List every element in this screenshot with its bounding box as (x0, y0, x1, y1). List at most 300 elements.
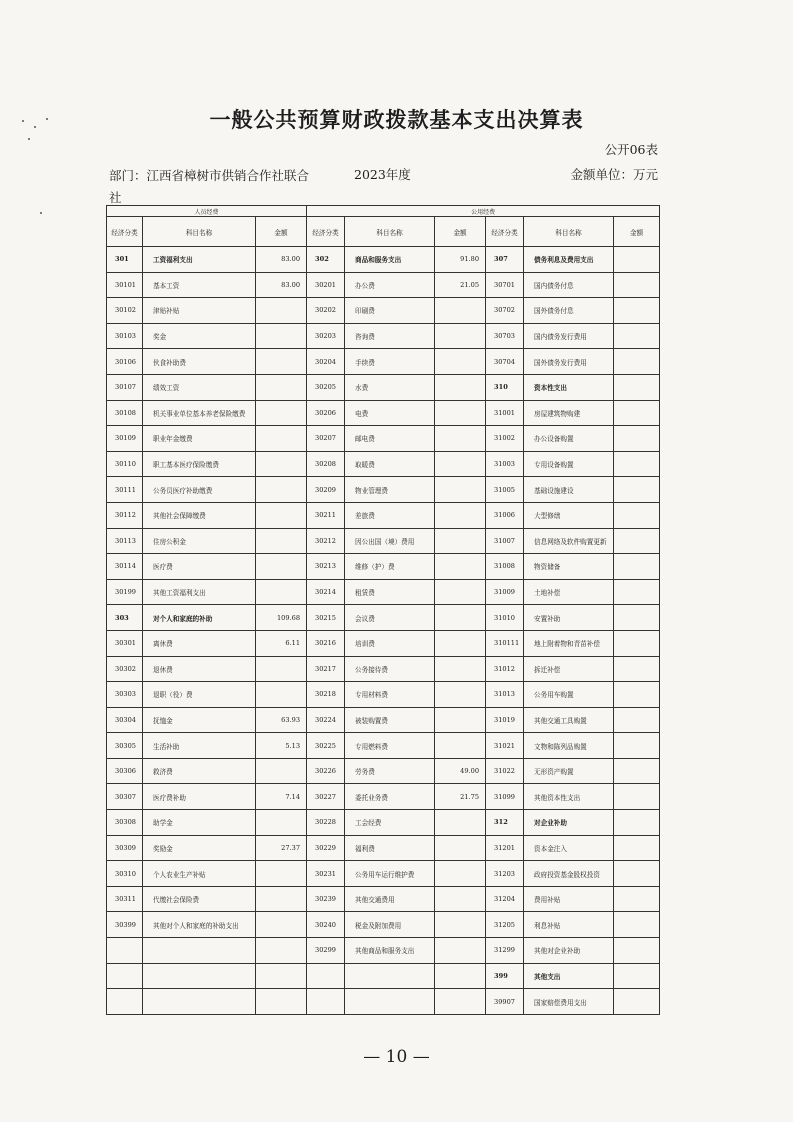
row-amount (614, 554, 660, 580)
row-item-name: 专用设备购置 (524, 451, 614, 477)
table-row (107, 298, 660, 324)
row-amount (435, 989, 486, 1015)
row-code: 30110 (107, 451, 143, 477)
row-item-name: 福利费 (345, 835, 435, 861)
row-item-name: 咨询费 (345, 323, 435, 349)
column-header: 金额 (435, 217, 486, 247)
row-code: 30209 (307, 477, 345, 503)
row-code: 30217 (307, 656, 345, 682)
row-code: 31006 (486, 502, 524, 528)
row-code: 30203 (307, 323, 345, 349)
year-label: 2023年度 (354, 167, 411, 182)
row-code: 31201 (486, 835, 524, 861)
row-code: 30308 (107, 810, 143, 836)
row-code: 30208 (307, 451, 345, 477)
row-code: 302 (307, 247, 345, 273)
row-amount (614, 374, 660, 400)
row-code: 30229 (307, 835, 345, 861)
row-amount (256, 810, 307, 836)
row-amount (614, 323, 660, 349)
row-amount (614, 861, 660, 887)
expenditure-table-container (106, 205, 659, 1015)
row-code: 30307 (107, 784, 143, 810)
row-item-name: 公务用车运行维护费 (345, 861, 435, 887)
table-row (107, 349, 660, 375)
row-code: 39907 (486, 989, 524, 1015)
row-code: 30109 (107, 426, 143, 452)
row-code: 307 (486, 247, 524, 273)
row-item-name: 劳务费 (345, 758, 435, 784)
row-item-name: 医疗费补助 (143, 784, 256, 810)
table-row (107, 323, 660, 349)
column-header: 金额 (614, 217, 660, 247)
row-amount (435, 810, 486, 836)
row-amount (256, 912, 307, 938)
row-amount (435, 938, 486, 964)
row-item-name: 助学金 (143, 810, 256, 836)
row-code: 30211 (307, 502, 345, 528)
table-row (107, 835, 660, 861)
row-item-name: 退职（役）费 (143, 682, 256, 708)
row-item-name: 职业年金缴费 (143, 426, 256, 452)
table-row (107, 886, 660, 912)
row-code: 30206 (307, 400, 345, 426)
column-header: 科目名称 (345, 217, 435, 247)
row-code: 31005 (486, 477, 524, 503)
row-code: 30303 (107, 682, 143, 708)
row-item-name: 取暖费 (345, 451, 435, 477)
row-amount (256, 682, 307, 708)
department-label: 部门：江西省樟树市供销合作社联合社 (109, 168, 310, 205)
row-item-name: 其他资本性支出 (524, 784, 614, 810)
row-code: 30304 (107, 707, 143, 733)
table-row (107, 707, 660, 733)
row-amount (614, 989, 660, 1015)
row-amount (614, 682, 660, 708)
row-amount: 7.14 (256, 784, 307, 810)
table-row (107, 758, 660, 784)
row-code: 30301 (107, 630, 143, 656)
row-code: 30215 (307, 605, 345, 631)
row-item-name: 邮电费 (345, 426, 435, 452)
row-item-name: 培训费 (345, 630, 435, 656)
scan-speck (40, 212, 42, 214)
row-code: 30231 (307, 861, 345, 887)
table-row (107, 528, 660, 554)
row-amount (614, 579, 660, 605)
row-amount (435, 630, 486, 656)
row-amount (614, 656, 660, 682)
row-item-name: 办公设备购置 (524, 426, 614, 452)
row-code: 310111 (486, 630, 524, 656)
row-code: 31001 (486, 400, 524, 426)
row-amount (256, 528, 307, 554)
row-item-name: 其他工资福利支出 (143, 579, 256, 605)
table-row (107, 579, 660, 605)
row-amount (435, 963, 486, 989)
table-row (107, 400, 660, 426)
row-amount: 91.80 (435, 247, 486, 273)
row-code: 30108 (107, 400, 143, 426)
column-header-row (107, 217, 660, 247)
table-row (107, 502, 660, 528)
row-amount (614, 400, 660, 426)
row-amount (256, 451, 307, 477)
row-amount (256, 298, 307, 324)
row-item-name: 差旅费 (345, 502, 435, 528)
row-amount (435, 579, 486, 605)
row-amount (256, 861, 307, 887)
row-item-name: 基础设施建设 (524, 477, 614, 503)
row-code: 301 (107, 247, 143, 273)
row-item-name (143, 963, 256, 989)
row-amount (614, 835, 660, 861)
scan-speck (28, 138, 30, 140)
row-item-name: 其他支出 (524, 963, 614, 989)
row-item-name: 费用补贴 (524, 886, 614, 912)
row-code (307, 989, 345, 1015)
row-amount (614, 502, 660, 528)
row-item-name: 退休费 (143, 656, 256, 682)
row-code: 30239 (307, 886, 345, 912)
row-code: 30212 (307, 528, 345, 554)
row-amount (256, 579, 307, 605)
table-row (107, 451, 660, 477)
row-code: 30201 (307, 272, 345, 298)
row-amount: 6.11 (256, 630, 307, 656)
row-amount (435, 400, 486, 426)
row-amount (614, 477, 660, 503)
row-code: 30306 (107, 758, 143, 784)
row-item-name: 其他对企业补助 (524, 938, 614, 964)
row-code: 31019 (486, 707, 524, 733)
table-row (107, 477, 660, 503)
table-row (107, 374, 660, 400)
table-row (107, 605, 660, 631)
row-amount (614, 630, 660, 656)
row-item-name: 委托业务费 (345, 784, 435, 810)
row-item-name: 绩效工资 (143, 374, 256, 400)
table-row (107, 272, 660, 298)
row-item-name: 会议费 (345, 605, 435, 631)
row-amount (435, 298, 486, 324)
row-amount (435, 886, 486, 912)
row-code: 31003 (486, 451, 524, 477)
row-amount (435, 451, 486, 477)
row-code: 30213 (307, 554, 345, 580)
row-item-name: 国内债务发行费用 (524, 323, 614, 349)
row-amount (614, 707, 660, 733)
row-code: 30309 (107, 835, 143, 861)
row-item-name: 办公费 (345, 272, 435, 298)
row-amount: 21.75 (435, 784, 486, 810)
table-row (107, 656, 660, 682)
row-item-name: 商品和服务支出 (345, 247, 435, 273)
row-code: 31009 (486, 579, 524, 605)
row-amount (614, 810, 660, 836)
table-row (107, 810, 660, 836)
row-item-name: 对企业补助 (524, 810, 614, 836)
row-code (107, 938, 143, 964)
row-amount (614, 349, 660, 375)
row-code: 30226 (307, 758, 345, 784)
table-row (107, 247, 660, 273)
row-item-name: 伙食补助费 (143, 349, 256, 375)
row-code: 31013 (486, 682, 524, 708)
row-item-name: 水费 (345, 374, 435, 400)
row-amount (614, 963, 660, 989)
row-item-name: 离休费 (143, 630, 256, 656)
row-item-name (345, 989, 435, 1015)
row-amount (256, 963, 307, 989)
row-code: 30112 (107, 502, 143, 528)
row-code: 31008 (486, 554, 524, 580)
row-item-name: 文物和陈列品购置 (524, 733, 614, 759)
row-amount (614, 912, 660, 938)
column-header: 经济分类 (107, 217, 143, 247)
row-code (107, 963, 143, 989)
column-header: 经济分类 (307, 217, 345, 247)
table-row (107, 682, 660, 708)
row-amount (435, 426, 486, 452)
row-item-name: 印刷费 (345, 298, 435, 324)
row-amount: 109.68 (256, 605, 307, 631)
row-code: 30701 (486, 272, 524, 298)
row-code: 31204 (486, 886, 524, 912)
row-code: 31010 (486, 605, 524, 631)
table-row (107, 784, 660, 810)
row-amount (614, 272, 660, 298)
row-code: 30704 (486, 349, 524, 375)
row-amount: 49.00 (435, 758, 486, 784)
row-item-name: 维修（护）费 (345, 554, 435, 580)
row-code: 31299 (486, 938, 524, 964)
row-item-name: 公务用车购置 (524, 682, 614, 708)
row-item-name: 职工基本医疗保险缴费 (143, 451, 256, 477)
row-code: 30205 (307, 374, 345, 400)
row-code: 312 (486, 810, 524, 836)
row-amount (256, 477, 307, 503)
row-code: 30702 (486, 298, 524, 324)
row-item-name: 对个人和家庭的补助 (143, 605, 256, 631)
row-code: 30114 (107, 554, 143, 580)
row-item-name: 无形资产购置 (524, 758, 614, 784)
row-item-name: 政府投资基金股权投资 (524, 861, 614, 887)
row-amount (256, 656, 307, 682)
row-code: 30311 (107, 886, 143, 912)
row-amount (435, 554, 486, 580)
row-item-name: 债务利息及费用支出 (524, 247, 614, 273)
page-title: 一般公共预算财政拨款基本支出决算表 (209, 107, 584, 132)
row-item-name (345, 963, 435, 989)
row-item-name: 因公出国（境）费用 (345, 528, 435, 554)
row-amount (614, 733, 660, 759)
row-amount (256, 349, 307, 375)
row-code: 30207 (307, 426, 345, 452)
amount-unit-label: 金额单位：万元 (570, 167, 658, 182)
row-amount (256, 502, 307, 528)
row-amount (614, 784, 660, 810)
table-row (107, 989, 660, 1015)
row-code: 31205 (486, 912, 524, 938)
row-item-name: 土地补偿 (524, 579, 614, 605)
row-item-name: 公务员医疗补助缴费 (143, 477, 256, 503)
row-item-name: 基本工资 (143, 272, 256, 298)
row-item-name: 个人农业生产补贴 (143, 861, 256, 887)
row-amount (614, 298, 660, 324)
row-item-name: 专用材料费 (345, 682, 435, 708)
row-amount (256, 374, 307, 400)
row-amount (614, 426, 660, 452)
row-item-name: 医疗费 (143, 554, 256, 580)
row-code (307, 963, 345, 989)
row-item-name: 被装购置费 (345, 707, 435, 733)
row-code: 30310 (107, 861, 143, 887)
row-item-name: 地上附着物和青苗补偿 (524, 630, 614, 656)
row-amount (256, 323, 307, 349)
row-item-name (143, 989, 256, 1015)
row-item-name (143, 938, 256, 964)
row-code: 30103 (107, 323, 143, 349)
row-code: 31007 (486, 528, 524, 554)
row-code: 30101 (107, 272, 143, 298)
row-code: 31012 (486, 656, 524, 682)
row-code: 30111 (107, 477, 143, 503)
row-item-name: 安置补助 (524, 605, 614, 631)
row-code: 30202 (307, 298, 345, 324)
row-item-name: 租赁费 (345, 579, 435, 605)
row-amount (435, 682, 486, 708)
row-amount: 83.00 (256, 247, 307, 273)
row-amount (256, 758, 307, 784)
row-item-name: 其他商品和服务支出 (345, 938, 435, 964)
row-amount (435, 528, 486, 554)
row-item-name: 利息补贴 (524, 912, 614, 938)
row-code: 30305 (107, 733, 143, 759)
row-code: 30102 (107, 298, 143, 324)
table-row (107, 733, 660, 759)
row-amount (614, 528, 660, 554)
row-amount (435, 502, 486, 528)
row-amount (614, 886, 660, 912)
row-code: 30113 (107, 528, 143, 554)
row-item-name: 代缴社会保险费 (143, 886, 256, 912)
table-row (107, 963, 660, 989)
row-item-name: 大型修缮 (524, 502, 614, 528)
row-item-name: 信息网络及软件购置更新 (524, 528, 614, 554)
row-amount: 27.37 (256, 835, 307, 861)
row-amount (614, 451, 660, 477)
row-item-name: 资本性支出 (524, 374, 614, 400)
row-code: 30302 (107, 656, 143, 682)
expenditure-table (106, 205, 660, 1015)
scan-speck (34, 126, 36, 128)
row-code: 30214 (307, 579, 345, 605)
row-amount (435, 733, 486, 759)
row-amount (256, 426, 307, 452)
row-code: 30299 (307, 938, 345, 964)
row-code: 30228 (307, 810, 345, 836)
row-item-name: 资本金注入 (524, 835, 614, 861)
scan-speck (22, 120, 24, 122)
table-row (107, 554, 660, 580)
row-code: 30204 (307, 349, 345, 375)
row-amount (435, 349, 486, 375)
scan-speck (46, 118, 48, 120)
row-code: 30227 (307, 784, 345, 810)
row-amount (435, 323, 486, 349)
row-amount (256, 400, 307, 426)
row-amount: 83.00 (256, 272, 307, 298)
row-code: 31022 (486, 758, 524, 784)
row-amount (256, 886, 307, 912)
row-code: 30216 (307, 630, 345, 656)
table-id: 公开06表 (604, 142, 658, 157)
row-code: 399 (486, 963, 524, 989)
row-code: 31099 (486, 784, 524, 810)
public-funds-header: 公用经费 (307, 206, 660, 217)
row-item-name: 国外债务发行费用 (524, 349, 614, 375)
row-item-name: 国家赔偿费用支出 (524, 989, 614, 1015)
row-amount: 63.93 (256, 707, 307, 733)
row-item-name: 奖金 (143, 323, 256, 349)
row-code: 31203 (486, 861, 524, 887)
row-item-name: 工资福利支出 (143, 247, 256, 273)
row-item-name: 抚恤金 (143, 707, 256, 733)
row-item-name: 生活补助 (143, 733, 256, 759)
row-amount (256, 554, 307, 580)
row-code: 30199 (107, 579, 143, 605)
row-code: 30224 (307, 707, 345, 733)
row-amount (435, 835, 486, 861)
row-item-name: 物业管理费 (345, 477, 435, 503)
row-code: 30106 (107, 349, 143, 375)
row-item-name: 专用燃料费 (345, 733, 435, 759)
row-item-name: 国外债务付息 (524, 298, 614, 324)
row-amount (435, 374, 486, 400)
row-code: 30218 (307, 682, 345, 708)
column-header: 科目名称 (524, 217, 614, 247)
group-header-row (107, 206, 660, 217)
table-row (107, 630, 660, 656)
row-amount (614, 605, 660, 631)
column-header: 金额 (256, 217, 307, 247)
row-item-name: 奖励金 (143, 835, 256, 861)
row-item-name: 拆迁补偿 (524, 656, 614, 682)
row-item-name: 机关事业单位基本养老保险缴费 (143, 400, 256, 426)
row-item-name: 其他对个人和家庭的补助支出 (143, 912, 256, 938)
row-amount (435, 707, 486, 733)
row-item-name: 电费 (345, 400, 435, 426)
row-item-name: 手续费 (345, 349, 435, 375)
row-code: 30399 (107, 912, 143, 938)
row-amount: 21.05 (435, 272, 486, 298)
row-code: 30225 (307, 733, 345, 759)
row-item-name: 住房公积金 (143, 528, 256, 554)
row-item-name: 工会经费 (345, 810, 435, 836)
row-amount (435, 656, 486, 682)
row-item-name: 房屋建筑物购建 (524, 400, 614, 426)
row-amount (435, 477, 486, 503)
table-row (107, 426, 660, 452)
column-header: 经济分类 (486, 217, 524, 247)
row-amount (435, 861, 486, 887)
column-header: 科目名称 (143, 217, 256, 247)
row-item-name: 公务接待费 (345, 656, 435, 682)
table-row (107, 938, 660, 964)
row-item-name: 税金及附加费用 (345, 912, 435, 938)
row-item-name: 津贴补贴 (143, 298, 256, 324)
